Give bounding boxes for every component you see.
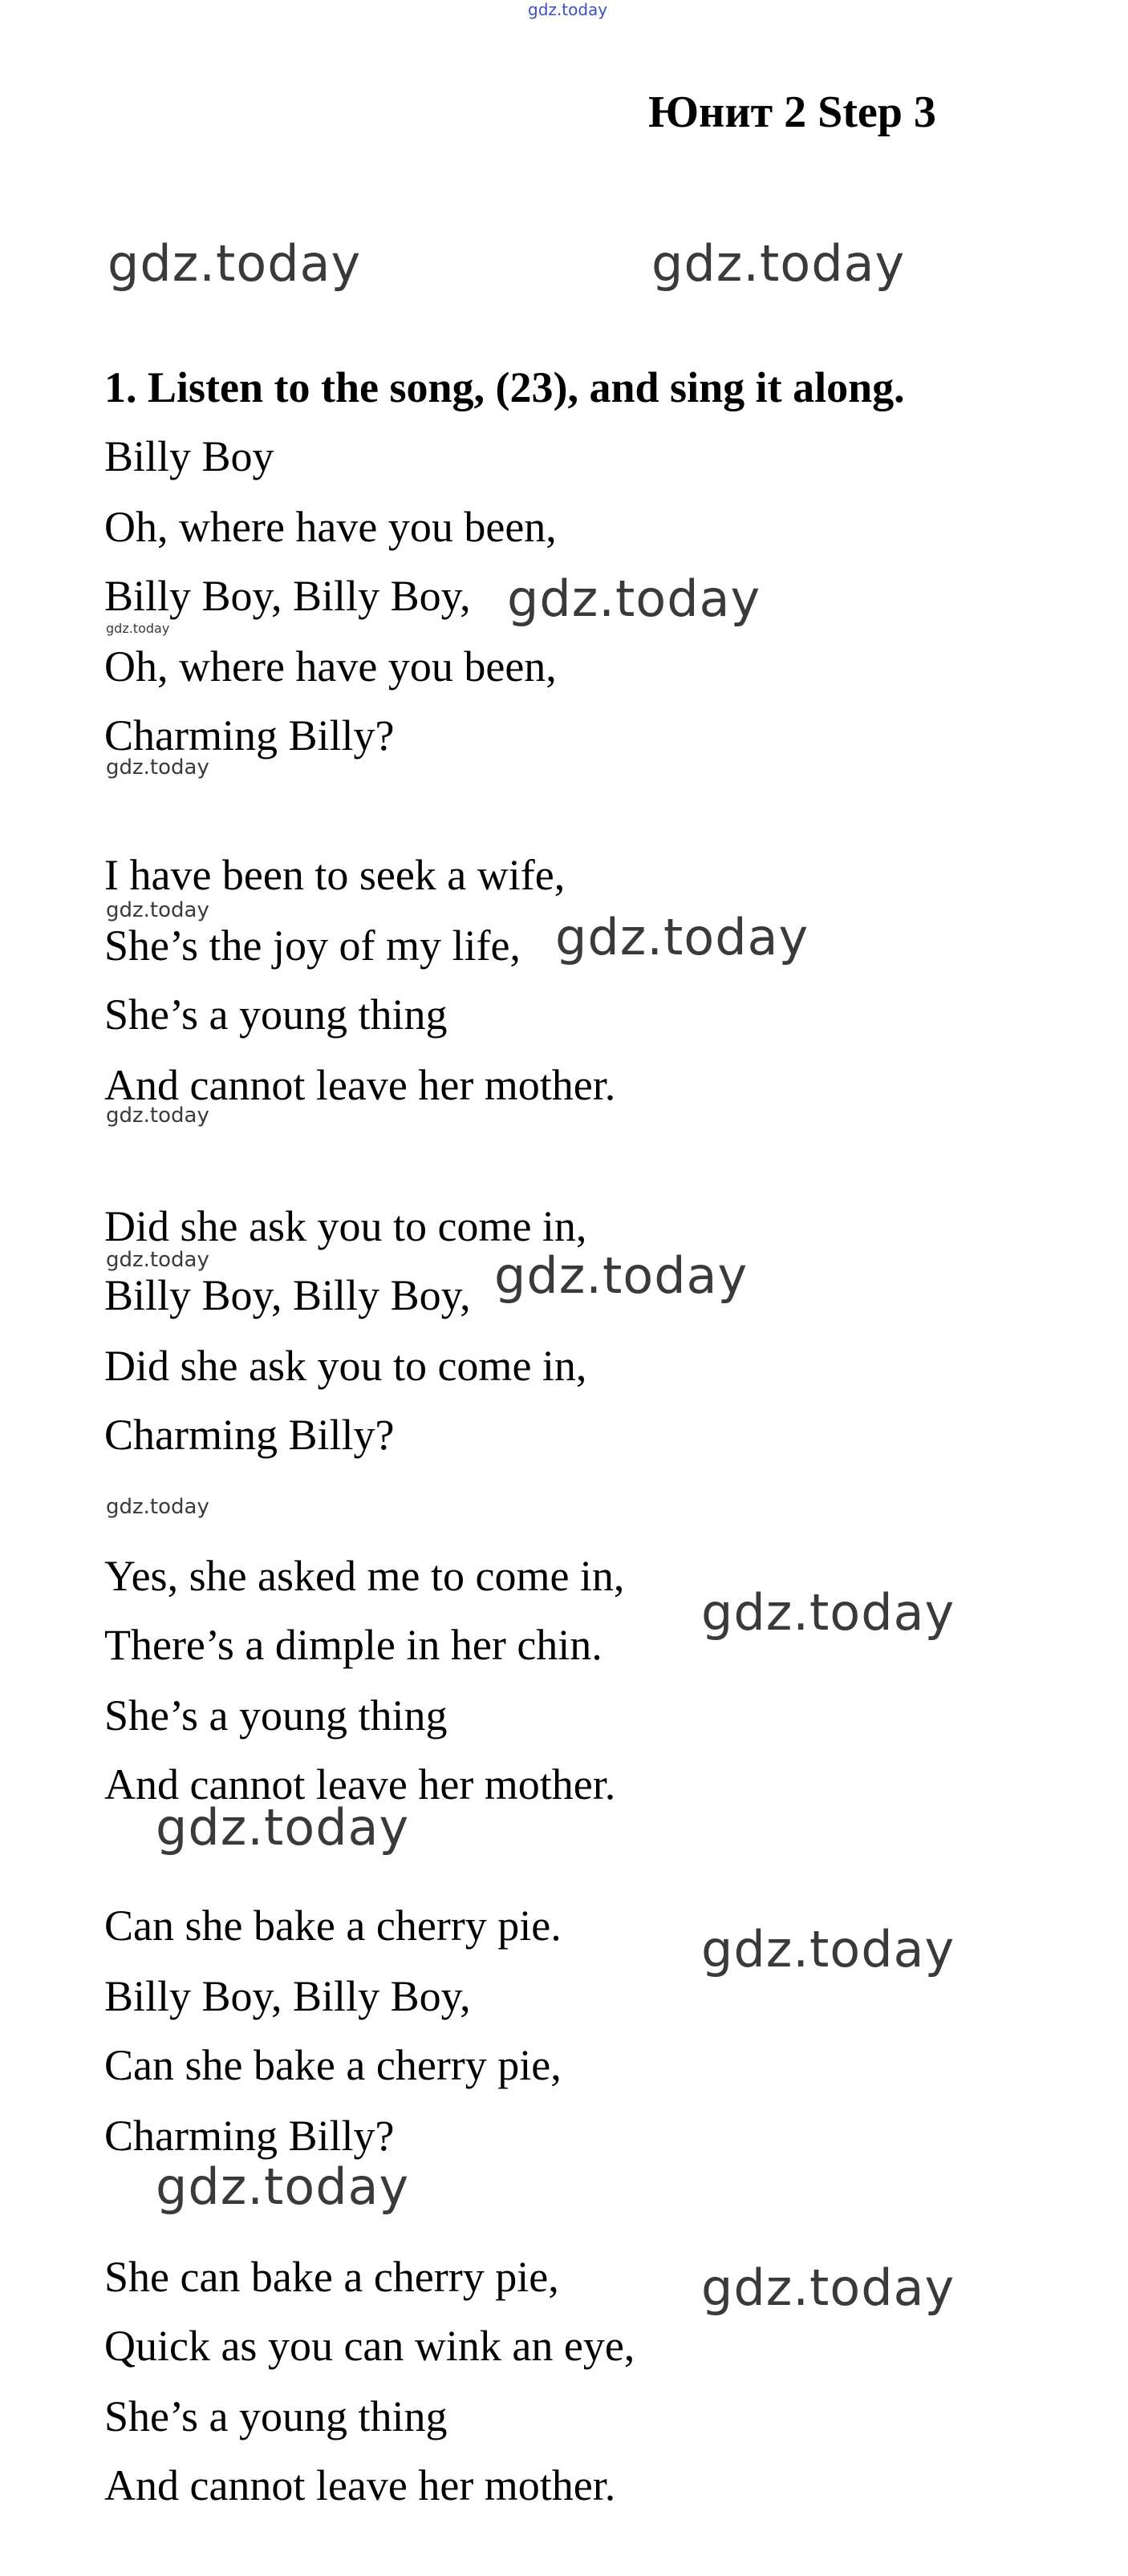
watermark-small: gdz.today	[106, 755, 209, 780]
watermark: gdz.today	[507, 569, 761, 628]
watermark: gdz.today	[494, 1246, 749, 1305]
watermark-small: gdz.today	[106, 1495, 209, 1519]
watermark: gdz.today	[701, 1583, 956, 1642]
watermark-top: gdz.today	[528, 0, 608, 19]
song-line: Charming Billy?	[104, 2112, 395, 2160]
watermark: gdz.today	[156, 2157, 410, 2216]
task-instruction: 1. Listen to the song, (23), and sing it along.	[104, 363, 905, 411]
watermark-small: gdz.today	[106, 621, 170, 636]
watermark: gdz.today	[156, 1798, 410, 1857]
song-line: Did she ask you to come in,	[104, 1202, 587, 1250]
song-line: Did she ask you to come in,	[104, 1342, 587, 1390]
song-line: Yes, she asked me to come in,	[104, 1552, 625, 1600]
song-line: She can bake a cherry pie,	[104, 2253, 559, 2301]
song-line: She’s the joy of my life,	[104, 921, 521, 970]
song-line: And cannot leave her mother.	[104, 1061, 616, 1109]
song-title: Billy Boy	[104, 432, 274, 480]
watermark-small: gdz.today	[106, 898, 209, 922]
watermark: gdz.today	[108, 234, 362, 293]
song-line: She’s a young thing	[104, 1691, 448, 1740]
song-line: Billy Boy, Billy Boy,	[104, 1972, 471, 2020]
page-title: Юнит 2 Step 3	[648, 87, 936, 137]
watermark-small: gdz.today	[106, 1104, 209, 1128]
song-line: I have been to seek a wife,	[104, 851, 566, 899]
watermark: gdz.today	[555, 908, 809, 966]
song-line: Billy Boy, Billy Boy,	[104, 1271, 471, 1319]
song-line: She’s a young thing	[104, 990, 448, 1039]
song-line: Billy Boy, Billy Boy,	[104, 572, 471, 620]
song-line: And cannot leave her mother.	[104, 1760, 616, 1808]
song-line: Charming Billy?	[104, 1411, 395, 1459]
song-line: She’s a young thing	[104, 2392, 448, 2440]
watermark: gdz.today	[651, 234, 906, 293]
song-line: Can she bake a cherry pie,	[104, 2041, 562, 2089]
watermark-small: gdz.today	[106, 1248, 209, 1272]
watermark: gdz.today	[701, 1920, 956, 1979]
song-line: Oh, where have you been,	[104, 503, 557, 551]
song-line: There’s a dimple in her chin.	[104, 1621, 603, 1669]
song-line: Charming Billy?	[104, 711, 395, 759]
song-line: And cannot leave her mother.	[104, 2461, 616, 2509]
song-line: Quick as you can wink an eye,	[104, 2322, 635, 2370]
song-line: Can she bake a cherry pie.	[104, 1902, 562, 1950]
watermark: gdz.today	[701, 2258, 956, 2317]
song-line: Oh, where have you been,	[104, 642, 557, 691]
